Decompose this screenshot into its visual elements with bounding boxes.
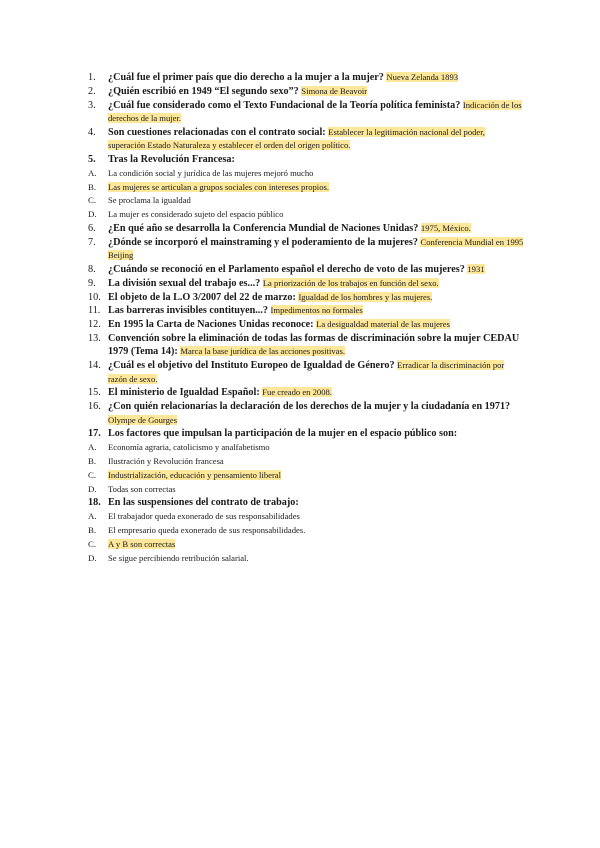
question-text: Convención sobre la eliminación de todas las formas de discriminación sobre la mujer CEDAU 1979 (Tema 14): <box>108 332 520 358</box>
question-text: ¿Cuál fue considerado como el Texto Fundacional de la Teoría política feminista? <box>108 99 461 111</box>
question-item <box>88 71 524 84</box>
option-text: La mujer es considerado sujeto del espacio público <box>108 209 284 220</box>
answer-option <box>88 510 524 523</box>
option-text: Las mujeres se articulan a grupos sociales con intereses propios. <box>108 181 329 192</box>
option-text: La condición social y jurídica de las mujeres mejoró mucho <box>108 167 314 178</box>
question-text: ¿Quién escribió en 1949 “El segundo sexo”? <box>108 85 299 97</box>
question-item <box>88 99 524 126</box>
option-text: El empresario queda exonerado de sus responsabilidades. <box>108 524 306 535</box>
question-item <box>88 386 524 399</box>
highlighted-answer: Simona de Beavoir <box>301 85 368 96</box>
item-number: 1. <box>88 72 96 83</box>
option-text: Se proclama la igualdad <box>108 195 191 206</box>
item-number: C. <box>88 538 97 549</box>
answer-option <box>88 483 524 496</box>
question-list <box>88 71 524 565</box>
answer-option <box>88 552 524 565</box>
question-item <box>88 85 524 98</box>
item-number: 5. <box>88 154 96 165</box>
answer-option <box>88 167 524 180</box>
item-number: 11. <box>88 305 101 317</box>
question-text: En las suspensiones del contrato de trabajo: <box>108 497 299 509</box>
option-text: El trabajador queda exonerado de sus responsabilidades <box>108 511 300 522</box>
question-item <box>88 153 524 166</box>
option-text: A y B son correctas <box>108 538 176 549</box>
answer-option <box>88 194 524 207</box>
answer-option <box>88 455 524 468</box>
question-item <box>88 126 524 153</box>
answer-option-highlighted <box>88 181 524 194</box>
item-number: A. <box>88 511 97 522</box>
question-text: ¿Cuál fue el primer país que dio derecho a la mujer a la mujer? <box>108 72 384 83</box>
question-item <box>88 400 524 427</box>
item-number: B. <box>88 524 97 535</box>
question-item <box>88 359 524 386</box>
highlighted-answer: Nueva Zelanda 1893 <box>386 72 459 82</box>
item-number: D. <box>88 483 97 494</box>
item-number: 17. <box>88 428 101 440</box>
question-item <box>88 277 524 290</box>
item-number: B. <box>88 455 97 466</box>
question-text: ¿Dónde se incorporó el mainstraming y el poderamiento de la mujeres? <box>108 236 418 248</box>
question-text: Los factores que impulsan la participación de la mujer en el espacio público son: <box>108 428 458 440</box>
item-number: A. <box>88 167 97 178</box>
question-item <box>88 291 524 304</box>
option-text: Todas son correctas <box>108 483 176 494</box>
item-number: D. <box>88 552 97 563</box>
question-text: La división sexual del trabajo es...? <box>108 277 261 289</box>
item-number: 8. <box>88 263 96 275</box>
item-number: 14. <box>88 360 101 372</box>
option-text: Se sigue percibiendo retribución salarial. <box>108 552 249 563</box>
question-item <box>88 304 524 317</box>
question-text: ¿Cuándo se reconoció en el Parlamento español el derecho de voto de las mujeres? <box>108 263 465 275</box>
item-number: C. <box>88 195 97 206</box>
item-number: D. <box>88 209 97 220</box>
answer-option-highlighted <box>88 538 524 551</box>
question-item <box>88 496 524 509</box>
question-text: ¿Con quién relacionarías la declaración de los derechos de la mujer y la ciudadanía en 1971? <box>108 401 511 413</box>
answer-option <box>88 441 524 454</box>
item-number: 4. <box>88 126 96 138</box>
highlighted-answer: Marca la base jurídica de las acciones positivas. <box>180 346 345 357</box>
question-text: ¿Cuál es el objetivo del Instituto Europeo de Igualdad de Género? <box>108 360 395 372</box>
item-number: 3. <box>88 99 96 111</box>
item-number: A. <box>88 442 97 453</box>
question-text: Las barreras invisibles contituyen...? <box>108 305 268 317</box>
item-number: 13. <box>88 332 101 344</box>
question-item <box>88 318 524 331</box>
answer-option <box>88 524 524 537</box>
question-text: El objeto de la L.O 3/2007 del 22 de marzo: <box>108 291 296 303</box>
item-number: 10. <box>88 291 101 303</box>
highlighted-answer: La desigualdad material de las mujeres <box>316 319 450 330</box>
question-item <box>88 332 524 359</box>
highlighted-answer: 1931 <box>467 263 485 274</box>
highlighted-answer: Conferencia Mundial en 1995 Beijing <box>108 236 524 261</box>
answer-option-highlighted <box>88 469 524 482</box>
option-text: Ilustración y Revolución francesa <box>108 455 224 466</box>
question-item <box>88 236 524 263</box>
question-text: Son cuestiones relacionadas con el contrato social: <box>108 126 326 138</box>
question-text: El ministerio de Igualdad Español: <box>108 387 260 399</box>
question-item <box>88 427 524 440</box>
highlighted-answer: Impedimentos no formales <box>270 305 363 316</box>
item-number: 9. <box>88 277 96 289</box>
highlighted-answer: Olympe de Gourges <box>108 414 178 425</box>
option-text: Economía agraria, catolicismo y analfabetismo <box>108 442 270 453</box>
item-number: 12. <box>88 319 101 331</box>
item-number: 2. <box>88 85 96 97</box>
item-number: 16. <box>88 401 101 413</box>
highlighted-answer: La priorización de los trabajos en función del sexo. <box>262 277 439 288</box>
highlighted-answer: Igualdad de los hombres y las mujeres. <box>298 291 433 302</box>
question-item <box>88 263 524 276</box>
highlighted-answer: Indicación de los derechos de la mujer. <box>108 99 522 123</box>
question-text: ¿En qué año se desarrolla la Conferencia Mundial de Naciones Unidas? <box>108 222 419 234</box>
question-item <box>88 222 524 235</box>
question-text: En 1995 la Carta de Naciones Unidas reconoce: <box>108 319 314 331</box>
item-number: 6. <box>88 222 96 234</box>
item-number: C. <box>88 469 97 480</box>
item-number: 18. <box>88 497 101 509</box>
item-number: B. <box>88 181 97 192</box>
highlighted-answer: Establecer la legitimación nacional del poder, superación Estado Naturaleza y establecer el orden del origen político. <box>108 126 485 151</box>
item-number: 15. <box>88 387 101 399</box>
highlighted-answer: 1975, México. <box>420 222 471 233</box>
highlighted-answer: Fue creado en 2008. <box>262 387 332 398</box>
answer-option <box>88 208 524 221</box>
question-text: Tras la Revolución Francesa: <box>108 154 235 165</box>
item-number: 7. <box>88 236 96 248</box>
option-text: Industrialización, educación y pensamiento liberal <box>108 469 282 480</box>
highlighted-answer: Erradicar la discriminación por razón de sexo. <box>108 360 505 384</box>
